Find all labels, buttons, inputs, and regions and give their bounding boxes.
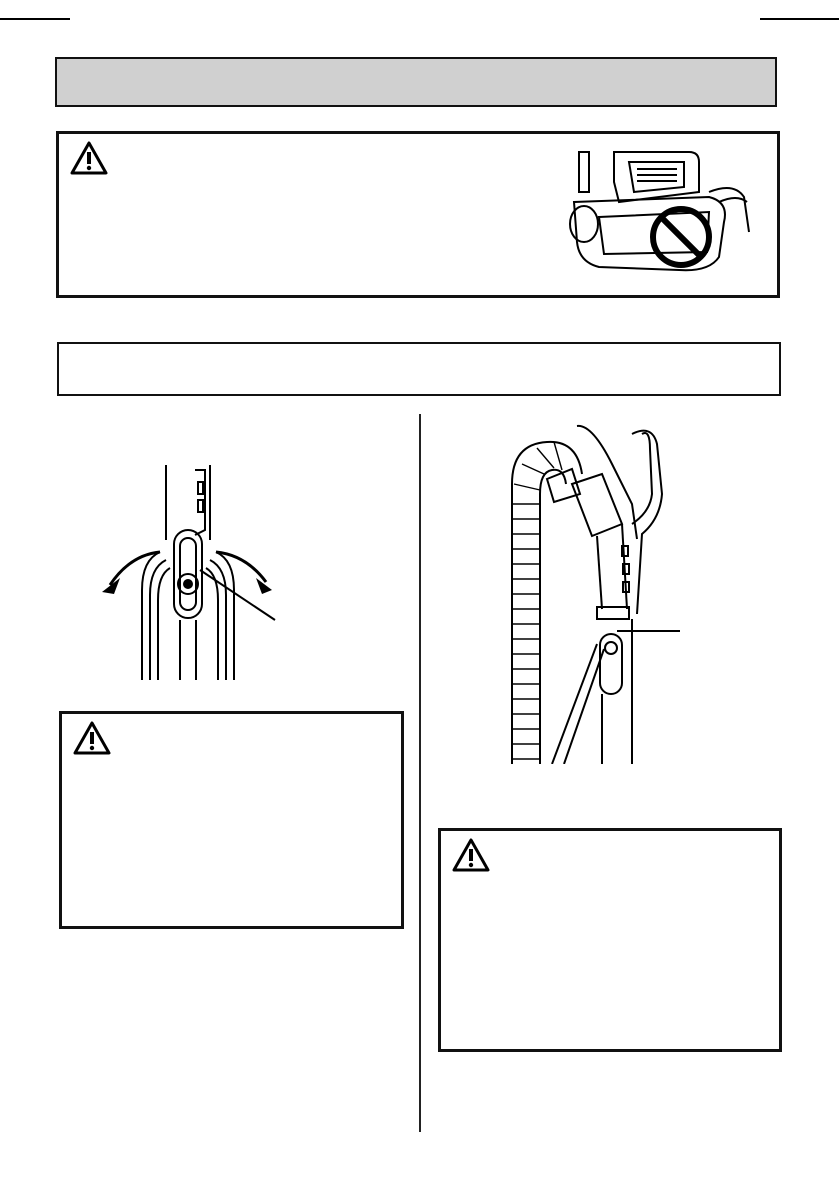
- warning-box-left: [59, 711, 404, 929]
- warning-box-top: [56, 131, 780, 298]
- warning-box-right: [438, 828, 782, 1052]
- hose-handle-illustration: [492, 424, 692, 764]
- section-bar: [57, 342, 781, 396]
- warning-triangle-icon: [451, 837, 491, 873]
- cord-hook-illustration: [100, 460, 290, 682]
- crop-mark-top-right: [760, 18, 839, 20]
- crop-mark-top-left: [0, 18, 70, 20]
- warning-triangle-icon: [72, 720, 112, 756]
- warning-triangle-icon: [69, 140, 109, 176]
- vacuum-base-illustration: [559, 142, 769, 292]
- column-divider: [419, 414, 421, 1132]
- title-bar: [55, 57, 777, 107]
